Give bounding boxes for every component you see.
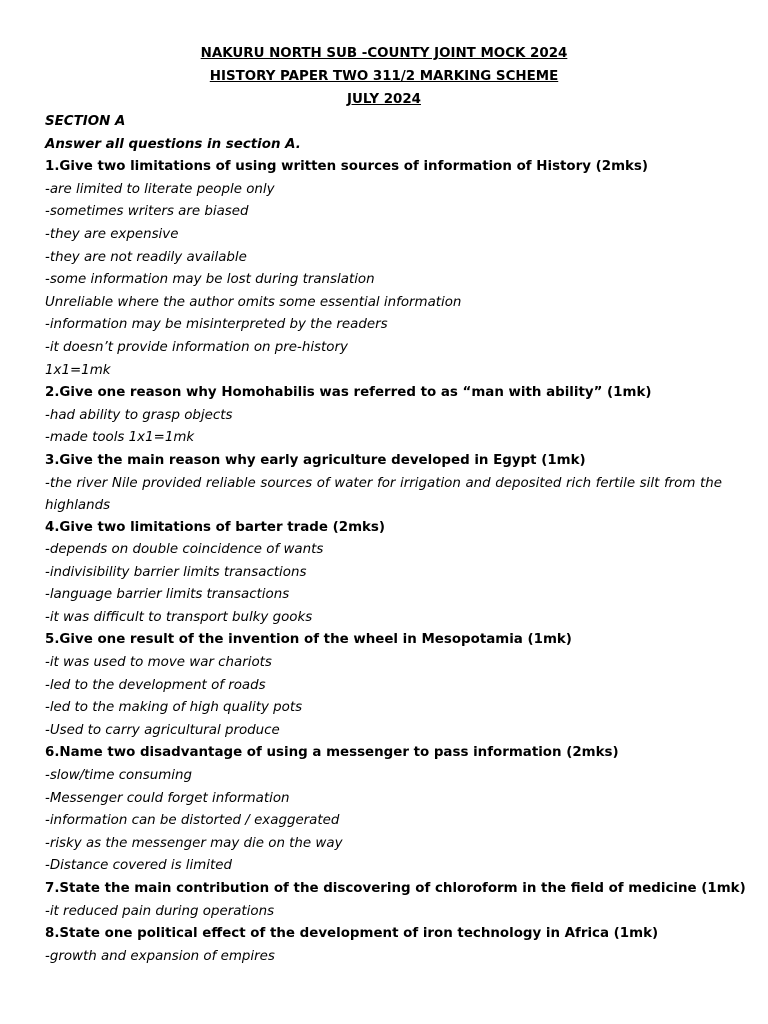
document-subtitle: HISTORY PAPER TWO 311/2 MARKING SCHEME: [209, 69, 559, 84]
answer-line: -indivisibility barrier limits transactions: [45, 564, 307, 580]
answer-line: -it was difficult to transport bulky gooks: [45, 609, 313, 625]
question-5: 5.Give one result of the invention of the wheel in Mesopotamia (1mk): [45, 632, 572, 648]
answer-line: -depends on double coincidence of wants: [45, 542, 324, 558]
document-body: [45, 111, 746, 968]
answer-line: -it was used to move war chariots: [45, 655, 272, 671]
answer-line: -risky as the messenger may die on the way: [45, 835, 343, 851]
answer-line: -are limited to literate people only: [45, 181, 275, 197]
answer-line: -had ability to grasp objects: [45, 407, 233, 423]
question-2: 2.Give one reason why Homohabilis was referred to as “man with ability” (1mk): [45, 385, 652, 401]
answer-line: -Used to carry agricultural produce: [45, 722, 280, 738]
mark-allocation: 1x1=1mk: [45, 362, 111, 378]
answer-line: -language barrier limits transactions: [45, 587, 290, 603]
answer-line: -sometimes writers are biased: [45, 204, 249, 220]
section-instruction: Answer all questions in section A.: [45, 136, 301, 152]
answer-line: -they are not readily available: [45, 249, 247, 265]
answer-line: -slow/time consuming: [45, 768, 192, 784]
answer-line: -they are expensive: [45, 226, 179, 242]
question-4: 4.Give two limitations of barter trade (2mks): [45, 519, 386, 535]
answer-line: -information may be misinterpreted by the readers: [45, 317, 388, 333]
document-date: JULY 2024: [347, 92, 421, 107]
section-title: SECTION A: [45, 114, 126, 129]
document-title: NAKURU NORTH SUB -COUNTY JOINT MOCK 2024: [200, 46, 568, 61]
answer-line: -some information may be lost during translation: [45, 272, 375, 288]
answer-line: -Distance covered is limited: [45, 858, 233, 874]
answer-line: -growth and expansion of empires: [45, 948, 275, 964]
answer-line: -Messenger could forget information: [45, 790, 290, 806]
question-3: 3.Give the main reason why early agriculture developed in Egypt (1mk): [45, 452, 586, 468]
answer-line: -it doesn’t provide information on pre-history: [45, 339, 348, 355]
question-6: 6.Name two disadvantage of using a messenger to pass information (2mks): [45, 745, 619, 761]
answer-line: -the river Nile provided reliable sources of water for irrigation and deposited rich fertile silt from the highlands: [45, 475, 722, 513]
answer-line: -led to the development of roads: [45, 677, 266, 693]
answer-line: -information can be distorted / exaggerated: [45, 813, 340, 829]
answer-line: -it reduced pain during operations: [45, 903, 275, 919]
answer-line: -led to the making of high quality pots: [45, 700, 303, 716]
answer-line: -made tools 1x1=1mk: [45, 430, 195, 446]
question-7: 7.State the main contribution of the discovering of chloroform in the field of medicine (1mk): [45, 881, 746, 896]
question-8: 8.State one political effect of the development of iron technology in Africa (1mk): [45, 926, 659, 942]
answer-line: Unreliable where the author omits some essential information: [45, 294, 462, 310]
question-1: 1.Give two limitations of using written sources of information of History (2mks): [45, 159, 649, 175]
